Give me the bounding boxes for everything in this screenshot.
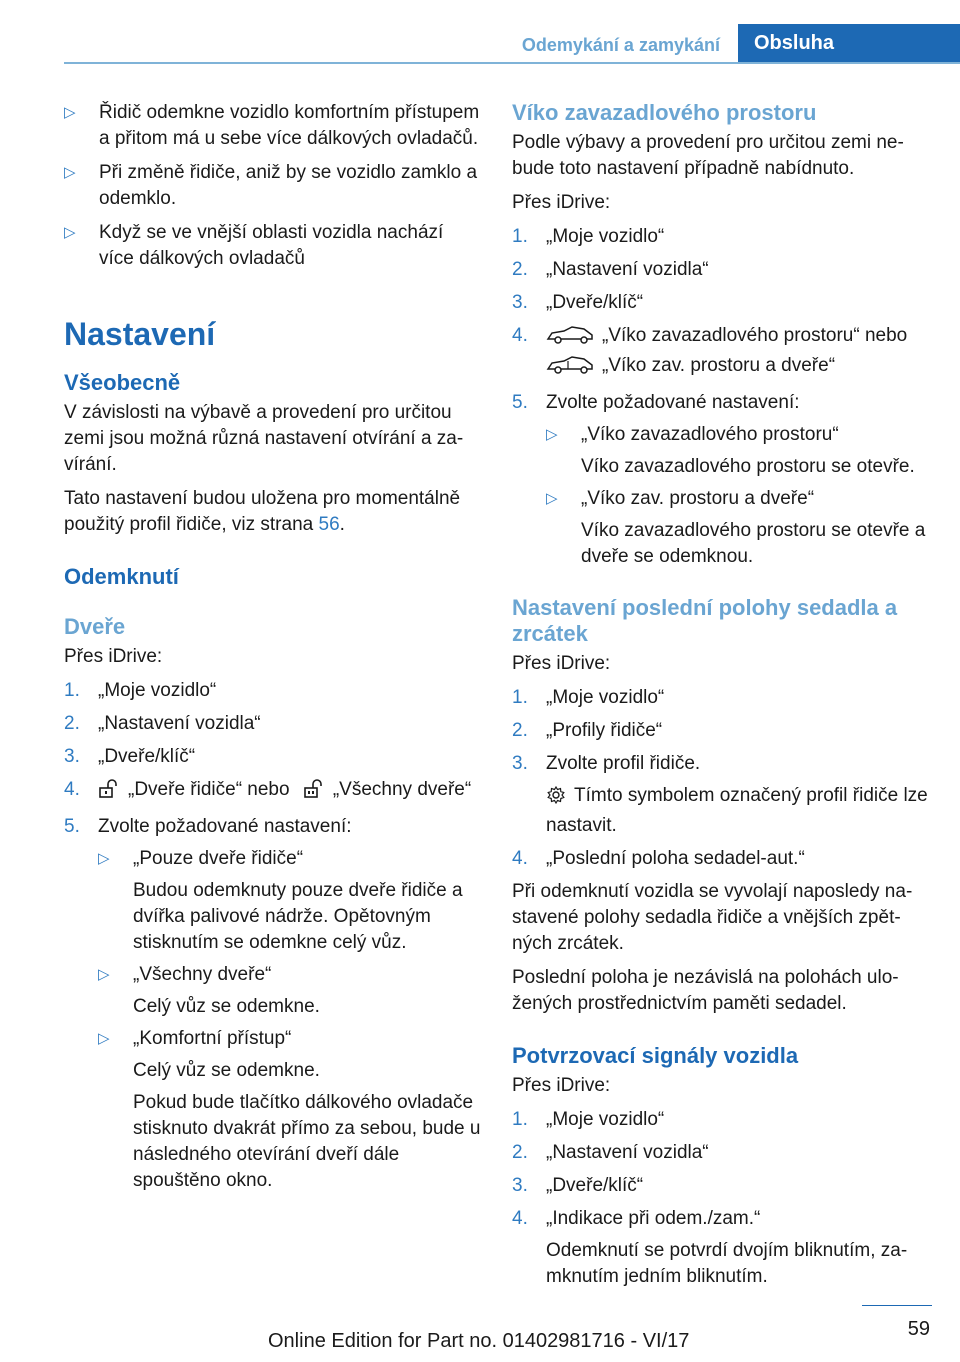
left-column <box>64 100 482 1201</box>
subsection-seat-memory: Nastavení poslední polohy sedadla a zrcátek <box>512 595 898 646</box>
step-item: 5. Zvolte požadované nastavení: ▷ „Víko zavazadlového prostoru“ Víko zavazadlového prostoru se otevře. ▷ „Víko zav. prostoru a dveře“ Víko zavazadlového prostoru se otevře a dveře se odemknou. <box>512 390 932 570</box>
gear-icon <box>546 785 566 813</box>
triangle-bullet-icon: ▷ <box>98 850 110 867</box>
footer-rule <box>862 1305 932 1306</box>
triangle-bullet-icon: ▷ <box>546 426 558 443</box>
list-item: ▷ Při změně řidiče, aniž by se vozidlo zamklo a odemklo. <box>64 162 478 209</box>
step-item: 1. „Moje vozidlo“ <box>512 687 665 708</box>
step-item: 4. „Poslední poloha sedadel-aut.“ <box>512 848 805 869</box>
step-item: 4. „Indikace při odem./zam.“ Odemknutí se potvrdí dvojím bliknutím, zamknutím jedním bliknutím. <box>512 1208 908 1287</box>
paragraph: Tato nastavení budou uložena pro momentálně použitý profil řidiče, viz strana 56. <box>64 488 461 535</box>
subsection-general: Všeobecně <box>64 370 181 395</box>
option-list <box>98 846 482 1194</box>
paragraph: Přes iDrive: <box>512 192 611 213</box>
triangle-bullet-icon: ▷ <box>546 490 558 507</box>
triangle-bullet-icon: ▷ <box>98 966 110 983</box>
option-list <box>546 422 932 570</box>
step-item: 3. Zvolte profil řidiče. Tímto symbolem označený profil řidiče lze nastavit. <box>512 753 928 836</box>
triangle-bullet-icon: ▷ <box>64 164 76 181</box>
header-chapter-tab: Obsluha <box>738 24 960 62</box>
paragraph: Přes iDrive: <box>64 646 163 667</box>
subsection-signals: Potvrzovací signály vozidla <box>512 1043 799 1068</box>
unlock-all-icon <box>303 779 325 807</box>
paragraph: Při odemknutí vozidla se vyvolají naposledy nastavené polohy sedadla řidiče a vnějších zpětných zrcátek. <box>512 881 913 954</box>
car-trunk-doors-icon <box>546 355 594 383</box>
unlock-icon <box>98 779 120 807</box>
header-section-title: Odemykání a zamykání <box>521 35 720 55</box>
page-header <box>64 24 960 64</box>
option-item: ▷ „Komfortní přístup“ Celý vůz se odemkne. Pokud bude tlačítko dálkového ovladače stisknuto dvakrát přímo za sebou, bude u následného otevírání dveří dále spouštěno okno. <box>98 1028 481 1191</box>
paragraph: V závislosti na výbavě a provedení pro určitou zemi jsou možná různá nastavení otvírání a zavírání. <box>64 402 464 475</box>
option-item: ▷ „Pouze dveře řidiče“ Budou odemknuty pouze dveře řidiče a dvířka palivové nádrže. Opětovným stisknutím se odemkne celý vůz. <box>98 848 463 953</box>
triangle-bullet-icon: ▷ <box>64 104 76 121</box>
list-item: ▷ Když se ve vnější oblasti vozidla nachází více dálkových ovladačů <box>64 222 444 269</box>
step-item: 2. „Profily řidiče“ <box>512 720 663 741</box>
section-title: Nastavení <box>64 316 216 352</box>
subsection-unlock: Odemknutí <box>64 564 179 589</box>
car-trunk-icon <box>546 325 594 353</box>
step-item: 3. „Dveře/klíč“ <box>64 746 196 767</box>
step-item: 5. Zvolte požadované nastavení: ▷ „Pouze dveře řidiče“ Budou odemknuty pouze dveře řidiče a dvířka palivové nádrže. Opětovným stisknutím se odemkne celý vůz. ▷ „Všechny dveře“ Celý vůz se odemkne. ▷ „Komfortní přístup“ Celý vůz se odemkne. Pokud bude tlačítko dálkového ovladače stisknuto dvakrát přímo za sebou, bude u následného otevírání dveří dále spouštěno okno. <box>64 814 482 1194</box>
step-item: 4. „Víko zavazadlového prostoru“ nebo „Víko zav. prostoru a dveře“ <box>512 323 932 383</box>
paragraph: Přes iDrive: <box>512 653 611 674</box>
subsection-doors: Dveře <box>64 614 126 639</box>
step-item: 1. „Moje vozidlo“ <box>64 680 217 701</box>
step-item: 2. „Nastavení vozidla“ <box>512 1142 709 1163</box>
subsection-trunk: Víko zavazadlového prostoru <box>512 100 817 125</box>
right-column <box>512 100 932 1297</box>
option-item: ▷ „Víko zavazadlového prostoru“ Víko zavazadlového prostoru se otevře. <box>546 424 915 477</box>
step-item: 1. „Moje vozidlo“ <box>512 1109 665 1130</box>
paragraph: Poslední poloha je nezávislá na polohách uložených prostřednictvím paměti sedadel. <box>512 967 899 1014</box>
triangle-bullet-icon: ▷ <box>98 1030 110 1047</box>
paragraph: Podle výbavy a provedení pro určitou zemi nebude toto nastavení případně nabídnuto. <box>512 132 904 179</box>
page-number: 59 <box>907 1318 930 1340</box>
page-reference-link[interactable]: 56 <box>318 514 340 535</box>
paragraph: Přes iDrive: <box>512 1075 611 1096</box>
step-item: 2. „Nastavení vozidla“ <box>64 713 261 734</box>
step-item: 3. „Dveře/klíč“ <box>512 292 644 313</box>
step-item: 2. „Nastavení vozidla“ <box>512 259 709 280</box>
triangle-bullet-icon: ▷ <box>64 224 76 241</box>
option-item: ▷ „Víko zav. prostoru a dveře“ Víko zavazadlového prostoru se otevře a dveře se odemknou. <box>546 488 926 567</box>
option-item: ▷ „Všechny dveře“ Celý vůz se odemkne. <box>98 964 320 1017</box>
footer-edition: Online Edition for Part no. 01402981716 - VI/17 <box>268 1330 690 1352</box>
step-item: 4. „Dveře řidiče“ nebo „Všechny dveře“ <box>64 777 482 807</box>
list-item: ▷ Řidič odemkne vozidlo komfortním přístupem a přitom má u sebe více dálkových ovladačů. <box>64 102 480 149</box>
step-item: 3. „Dveře/klíč“ <box>512 1175 644 1196</box>
step-item: 1. „Moje vozidlo“ <box>512 226 665 247</box>
